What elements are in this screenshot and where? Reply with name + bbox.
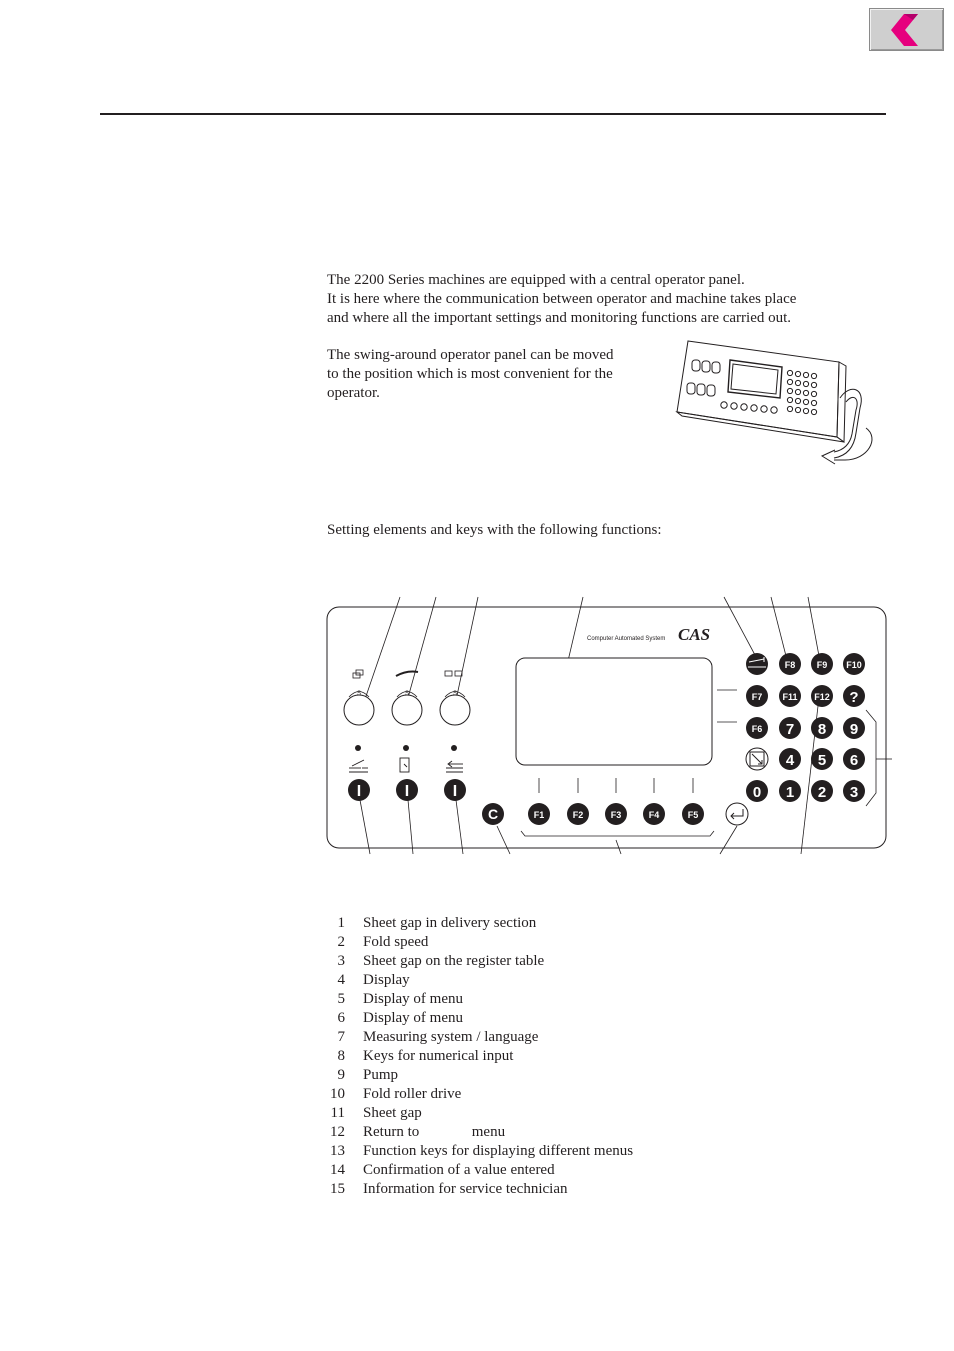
key-label: 4 <box>785 752 795 769</box>
key-label: 2 <box>817 784 827 801</box>
legend-item <box>327 1104 422 1123</box>
key-label: 6 <box>849 752 859 769</box>
intro-line: It is here where the communication between operator and machine takes place <box>327 291 797 307</box>
legend-item <box>327 1123 506 1142</box>
legend-text: Fold speed <box>363 934 429 950</box>
legend-text: Sheet gap in delivery section <box>363 915 537 931</box>
indicator-lamp <box>355 745 361 751</box>
key-label: 0 <box>752 784 762 801</box>
sheet-gap-switch[interactable] <box>444 779 466 801</box>
function-key-f12[interactable] <box>811 685 833 707</box>
switch-label: I <box>356 783 362 800</box>
legend-text: Pump <box>363 1067 399 1083</box>
function-key-f2[interactable] <box>567 803 589 825</box>
swing-line: to the position which is most convenient for the <box>327 366 613 382</box>
operator-panel-diagram <box>320 590 892 860</box>
legend-text: Information for service technician <box>363 1181 568 1197</box>
key-label: F1 <box>533 810 545 820</box>
header-rule <box>100 113 886 115</box>
swing-line: The swing-around operator panel can be moved <box>327 347 614 363</box>
legend-text: Measuring system / language <box>363 1029 539 1045</box>
key-label: 8 <box>817 721 827 738</box>
function-key-f8[interactable] <box>779 653 801 675</box>
dial-label: S <box>356 691 362 697</box>
legend-text: Display of menu <box>363 1010 463 1026</box>
legend-list <box>327 914 634 1199</box>
legend-item <box>327 990 463 1009</box>
legend-item <box>327 1085 462 1104</box>
legend-number: 5 <box>337 991 345 1007</box>
numeric-key-0[interactable] <box>746 780 768 802</box>
legend-number: 9 <box>337 1067 345 1083</box>
key-label: F7 <box>751 692 763 702</box>
key-label: 3 <box>849 784 859 801</box>
legend-number: 10 <box>330 1086 345 1102</box>
legend-text: Return to menu <box>363 1124 506 1140</box>
key-label: 7 <box>785 721 795 738</box>
legend-number: 1 <box>337 915 345 931</box>
key-label: F11 <box>782 692 798 702</box>
key-label: F5 <box>687 810 699 820</box>
legend-number: 15 <box>330 1181 345 1197</box>
legend-number: 4 <box>337 972 345 988</box>
legend-number: 2 <box>337 934 345 950</box>
key-label: ? <box>849 689 859 706</box>
key-label: 5 <box>817 752 827 769</box>
numeric-key-1[interactable] <box>779 780 801 802</box>
key-label: F9 <box>816 660 828 670</box>
legend-text: Keys for numerical input <box>363 1048 514 1064</box>
key-label: F2 <box>572 810 584 820</box>
function-key-f10[interactable] <box>843 653 865 675</box>
swing-panel-illustration <box>670 338 876 470</box>
elements-intro-line: Setting elements and keys with the following functions: <box>327 522 662 538</box>
panel-brand: CAS <box>678 625 711 644</box>
legend-item <box>327 1009 463 1028</box>
legend-item <box>327 1161 555 1180</box>
legend-number: 11 <box>330 1105 345 1121</box>
numeric-key-3[interactable] <box>843 780 865 802</box>
swing-paragraph <box>327 346 614 403</box>
dial-label: S <box>452 691 458 697</box>
legend-text: Sheet gap on the register table <box>363 953 545 969</box>
numeric-key-7[interactable] <box>779 717 801 739</box>
legend-item <box>327 933 429 952</box>
panel-display <box>516 658 712 765</box>
indicator-lamp <box>451 745 457 751</box>
legend-number: 12 <box>330 1124 345 1140</box>
fold-roller-switch[interactable] <box>396 779 418 801</box>
chevron-left-icon <box>870 9 945 52</box>
function-key-f6[interactable] <box>746 717 768 739</box>
elements-intro <box>327 521 662 540</box>
numeric-key-9[interactable] <box>843 717 865 739</box>
indicator-lamp <box>403 745 409 751</box>
legend-text: Display of menu <box>363 991 463 1007</box>
switch-label: I <box>404 783 410 800</box>
legend-number: 13 <box>330 1143 345 1159</box>
return-to-menu-key[interactable] <box>746 748 768 770</box>
intro-paragraph <box>327 271 796 328</box>
key-label: 1 <box>785 784 795 801</box>
dial-label: S <box>404 691 410 697</box>
legend-item <box>327 952 545 971</box>
legend-text: Confirmation of a value entered <box>363 1162 555 1178</box>
legend-item <box>327 1180 568 1199</box>
key-label: 9 <box>849 721 859 738</box>
key-label: F12 <box>814 692 830 702</box>
switch-label: I <box>452 783 458 800</box>
function-key-f7[interactable] <box>746 685 768 707</box>
clear-key[interactable] <box>482 803 504 825</box>
legend-number: 6 <box>337 1010 345 1026</box>
numeric-key-6[interactable] <box>843 748 865 770</box>
numeric-key-4[interactable] <box>779 748 801 770</box>
function-key-f9[interactable] <box>811 653 833 675</box>
function-key-f3[interactable] <box>605 803 627 825</box>
legend-item <box>327 1028 539 1047</box>
swing-line: operator. <box>327 385 380 401</box>
key-label: F10 <box>846 660 862 670</box>
panel-caption: Computer Automated System <box>587 636 666 642</box>
legend-text: Fold roller drive <box>363 1086 462 1102</box>
legend-item <box>327 1142 634 1161</box>
key-label: F6 <box>751 724 763 734</box>
intro-line: and where all the important settings and monitoring functions are carried out. <box>327 310 792 326</box>
function-key-f5[interactable] <box>682 803 704 825</box>
function-key-f4[interactable] <box>643 803 665 825</box>
measuring-system-key[interactable] <box>746 653 768 675</box>
pump-switch[interactable] <box>348 779 370 801</box>
back-button[interactable] <box>869 8 944 51</box>
function-key-f11[interactable] <box>779 685 801 707</box>
legend-number: 8 <box>337 1048 345 1064</box>
service-info-key[interactable] <box>843 685 865 707</box>
legend-item <box>327 914 537 933</box>
key-label: F4 <box>648 810 660 820</box>
numeric-key-5[interactable] <box>811 748 833 770</box>
clear-key-label: C <box>487 806 499 822</box>
legend-item <box>327 1066 399 1085</box>
numeric-key-8[interactable] <box>811 717 833 739</box>
legend-text: Function keys for displaying different menus <box>363 1143 634 1159</box>
key-label: F8 <box>784 660 796 670</box>
legend-text: Display <box>363 972 410 988</box>
legend-item <box>327 1047 514 1066</box>
key-label: F3 <box>610 810 622 820</box>
legend-number: 3 <box>337 953 345 969</box>
numeric-key-2[interactable] <box>811 780 833 802</box>
legend-number: 7 <box>337 1029 345 1045</box>
legend-text: Sheet gap <box>363 1105 422 1121</box>
enter-key[interactable] <box>726 803 748 825</box>
function-key-f1[interactable] <box>528 803 550 825</box>
legend-number: 14 <box>330 1162 345 1178</box>
intro-line: The 2200 Series machines are equipped with a central operator panel. <box>327 272 745 288</box>
legend-item <box>327 971 410 990</box>
